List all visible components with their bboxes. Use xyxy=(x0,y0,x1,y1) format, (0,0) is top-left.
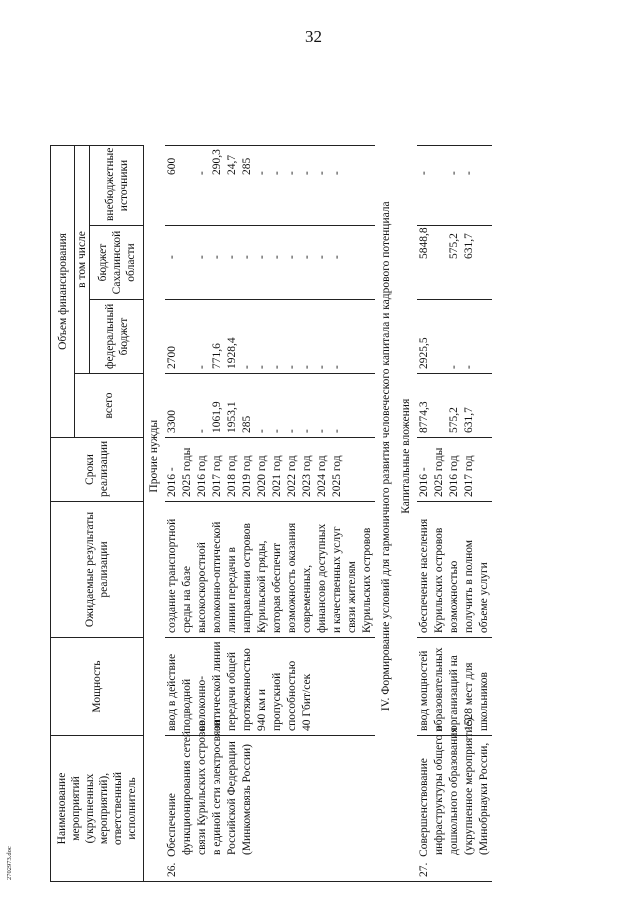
item26-capacity-line: передачи общей xyxy=(226,652,238,731)
term-cell: 2016 - xyxy=(166,467,178,497)
term-cell: 2024 год xyxy=(316,455,328,497)
item27-capacity-line: организаций на xyxy=(448,655,460,731)
item27-results-line: получить в полном xyxy=(463,539,475,633)
item27-results-line: возможностью xyxy=(448,560,460,633)
item27-name-line-3: (укрупненное мероприятие) xyxy=(463,717,475,855)
term-cell: 2020 год xyxy=(256,455,268,497)
federal-cell: - xyxy=(463,365,475,369)
item27-number: 27. xyxy=(418,862,430,877)
item26-regional xyxy=(165,226,375,300)
total-cell: 631,7 xyxy=(463,407,475,433)
term-cell: 2021 год xyxy=(271,455,283,497)
regional-cell: - xyxy=(256,255,268,259)
item26-results-line: линии передачи в xyxy=(226,547,238,633)
item26-results-line: связи жителям xyxy=(346,561,358,633)
item27-offbudget xyxy=(417,145,492,225)
federal-cell: 2925,5 xyxy=(418,337,430,369)
item26-results-line: финансово доступных xyxy=(316,523,328,633)
item26-results-line: волоконно-оптической xyxy=(211,521,223,633)
item26-capacity-line: способностью xyxy=(286,660,298,731)
header-offbudget: внебюджетные источники xyxy=(90,145,144,225)
item26-capacity-line: волоконно- xyxy=(196,675,208,731)
item26-name-line-1: функционирования сетей xyxy=(181,730,193,855)
item27-total xyxy=(417,374,492,438)
offbudget-cell: - xyxy=(256,171,268,175)
header-name: Наименование мероприятий (укрупненных мероприятий), ответственный исполнитель xyxy=(51,736,144,882)
item26-offbudget xyxy=(165,145,375,225)
term-cell: 2017 год xyxy=(211,455,223,497)
total-cell: - xyxy=(301,429,313,433)
total-cell: - xyxy=(256,429,268,433)
regional-cell: - xyxy=(241,255,253,259)
regional-cell: - xyxy=(271,255,283,259)
offbudget-cell: - xyxy=(448,171,460,175)
term-cell: 2017 год xyxy=(463,455,475,497)
item26-name-line-5: (Минкомсвязь России) xyxy=(241,743,253,855)
total-cell: - xyxy=(286,429,298,433)
federal-cell: - xyxy=(256,365,268,369)
item26-number: 26. xyxy=(166,862,178,877)
item26-results-line: Курильских островов xyxy=(361,527,373,633)
term-cell: 2016 - xyxy=(418,467,430,497)
offbudget-cell: - xyxy=(331,171,343,175)
item27-federal xyxy=(417,300,492,374)
item26-capacity xyxy=(165,638,375,736)
total-cell: - xyxy=(331,429,343,433)
item26-total xyxy=(165,374,375,438)
term-cell: 2016 год xyxy=(448,455,460,497)
item26-terms xyxy=(165,438,375,502)
header-total: всего xyxy=(75,374,144,438)
total-cell: - xyxy=(271,429,283,433)
federal-cell: - xyxy=(331,365,343,369)
offbudget-cell: 285 xyxy=(241,157,253,175)
page-number: 32 xyxy=(305,27,322,46)
regional-cell: 5848,8 xyxy=(418,227,430,259)
offbudget-cell: - xyxy=(196,171,208,175)
item26-capacity-line: 940 км и xyxy=(256,688,268,731)
rotated-table-page xyxy=(50,32,610,882)
item26-capacity-line: пропускной xyxy=(271,672,283,731)
term-cell: 2016 год xyxy=(196,455,208,497)
item26-capacity-line: 40 Гбит/сек xyxy=(301,673,313,731)
item27-regional xyxy=(417,226,492,300)
section-other-needs: Прочие нужды xyxy=(144,31,166,881)
offbudget-cell: - xyxy=(271,171,283,175)
term-cell: 2025 годы xyxy=(181,447,193,497)
offbudget-cell: - xyxy=(316,171,328,175)
federal-cell: 1928,4 xyxy=(226,337,238,369)
regional-cell: - xyxy=(286,255,298,259)
footer-code: 2702973.doc xyxy=(6,846,13,880)
regional-cell: 575,2 xyxy=(448,233,460,259)
regional-cell: 631,7 xyxy=(463,233,475,259)
item26-name-line-4: Российской Федерации xyxy=(226,741,238,855)
item26-results-line: высокоскоростной xyxy=(196,542,208,633)
item27-capacity-line: школьников xyxy=(478,672,490,731)
regional-cell: - xyxy=(316,255,328,259)
total-cell: 1953,1 xyxy=(226,401,238,433)
item27-results xyxy=(417,502,492,638)
offbudget-cell: 600 xyxy=(166,157,178,175)
total-cell: 575,2 xyxy=(448,407,460,433)
item26-name xyxy=(165,720,375,882)
item26-capacity-line: ввод в действие xyxy=(166,653,178,731)
item26-results xyxy=(165,502,375,638)
header-capacity: Мощность xyxy=(51,638,144,736)
term-cell: 2018 год xyxy=(226,455,238,497)
section-capital-investments: Капитальные вложения xyxy=(397,31,417,881)
offbudget-cell: - xyxy=(463,171,475,175)
item27-name-line-2: дошкольного образования xyxy=(448,727,460,855)
header-regional: бюджет Сахалинской области xyxy=(90,226,144,300)
term-cell: 2025 год xyxy=(331,455,343,497)
item26-capacity-line: подводной xyxy=(181,678,193,731)
item27-name-text-0: Совершенствование xyxy=(418,758,430,857)
total-cell: 8774,3 xyxy=(418,401,430,433)
header-spacer xyxy=(51,31,144,145)
offbudget-cell: - xyxy=(301,171,313,175)
federal-cell: - xyxy=(448,365,460,369)
federal-cell: 771,6 xyxy=(211,343,223,369)
item27-capacity-line: ввод мощностей xyxy=(418,650,430,731)
section-iv-heading: IV. Формирование условий для гармоничного развития человеческого капитала и кадрового потенциала xyxy=(375,31,397,881)
header-terms: Сроки реализации xyxy=(51,438,144,502)
federal-cell: 2700 xyxy=(166,346,178,369)
header-funding: Объем финансирования xyxy=(51,145,75,437)
term-cell: 2019 год xyxy=(241,455,253,497)
header-including: в том числе xyxy=(75,145,90,373)
regional-cell: - xyxy=(301,255,313,259)
item26-results-line: современных, xyxy=(301,564,313,633)
item26-results-line: Курильской гряды, xyxy=(256,540,268,633)
program-table xyxy=(50,31,492,882)
item27-name xyxy=(417,717,492,882)
item26-results-line: которая обеспечит xyxy=(271,542,283,633)
federal-cell: - xyxy=(301,365,313,369)
total-cell: 3300 xyxy=(166,410,178,433)
item26-capacity-line: протяженностью xyxy=(241,648,253,731)
item27-name-line-0 xyxy=(417,740,432,877)
offbudget-cell: 290,3 xyxy=(211,149,223,175)
item26-results-line: среды на базе xyxy=(181,566,193,633)
offbudget-cell: 24,7 xyxy=(226,154,238,175)
item27-results-line: Курильских островов xyxy=(433,527,445,633)
regional-cell: - xyxy=(331,255,343,259)
item27-name-line-4: (Минобрнауки России, xyxy=(478,742,490,855)
item27-results-line: объеме услуги xyxy=(478,562,490,633)
term-cell: 2025 годы xyxy=(433,447,445,497)
term-cell: 2023 год xyxy=(301,455,313,497)
item26-results-line: создание транспортной xyxy=(166,518,178,633)
offbudget-cell: - xyxy=(418,171,430,175)
term-cell: 2022 год xyxy=(286,455,298,497)
item27-capacity xyxy=(417,638,492,736)
item27-terms xyxy=(417,438,492,502)
item26-name-line-0 xyxy=(165,740,180,877)
regional-cell: - xyxy=(166,255,178,259)
regional-cell: - xyxy=(226,255,238,259)
offbudget-cell: - xyxy=(286,171,298,175)
item26-name-line-2: связи Курильских островов xyxy=(196,720,208,855)
total-cell: - xyxy=(316,429,328,433)
federal-cell: - xyxy=(316,365,328,369)
item26-capacity-line: оптической линии xyxy=(211,641,223,731)
regional-cell: - xyxy=(211,255,223,259)
federal-cell: - xyxy=(271,365,283,369)
item26-federal xyxy=(165,300,375,374)
total-cell: 285 xyxy=(241,415,253,433)
federal-cell: - xyxy=(241,365,253,369)
total-cell: 1061,9 xyxy=(211,401,223,433)
item27-results-line: обеспечение населения xyxy=(418,518,430,633)
header-federal: федеральный бюджет xyxy=(90,300,144,374)
total-cell: - xyxy=(196,429,208,433)
item27-capacity-line: 1528 мест для xyxy=(463,662,475,731)
item26-name-text-0: Обеспечение xyxy=(166,793,178,857)
item26-results-line: направлении островов xyxy=(241,523,253,633)
federal-cell: - xyxy=(286,365,298,369)
item27-name-line-1: инфраструктуры общего и xyxy=(433,725,445,855)
header-results: Ожидаемые результаты реализации xyxy=(51,502,144,638)
item27-capacity-line: образовательных xyxy=(433,647,445,731)
regional-cell: - xyxy=(196,255,208,259)
item26-results-line: возможность оказания xyxy=(286,522,298,633)
item26-name-line-3: в единой сети электросвязи xyxy=(211,720,223,855)
federal-cell: - xyxy=(196,365,208,369)
item26-results-line: и качественных услуг xyxy=(331,526,343,633)
